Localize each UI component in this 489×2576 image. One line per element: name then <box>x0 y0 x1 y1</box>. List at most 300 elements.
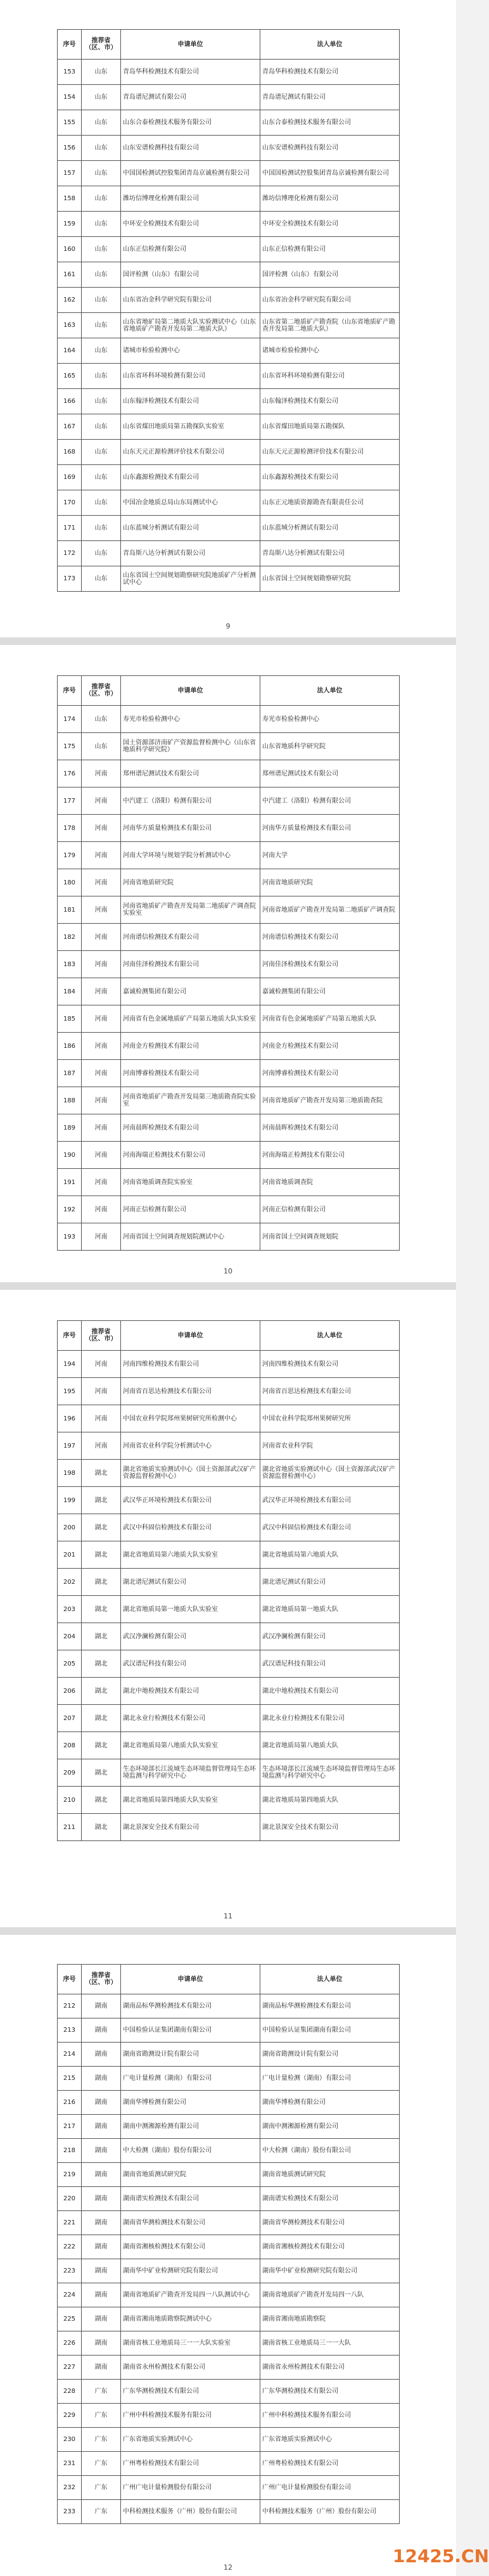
row-number: 189 <box>58 1114 82 1142</box>
row-legal-entity: 山东省第二地质矿产勘查院（山东省地质矿产勘查开发局第二地质大队） <box>260 313 400 338</box>
row-province: 山东 <box>82 136 121 161</box>
row-province: 山东 <box>82 733 121 760</box>
row-number: 194 <box>58 1351 82 1378</box>
table-row <box>58 1596 400 1623</box>
row-province: 河南 <box>82 1405 121 1432</box>
table-row <box>58 842 400 869</box>
row-legal-entity: 湖南省湘南地质勘察院 <box>260 2307 400 2331</box>
unit-list-table <box>57 29 400 592</box>
row-province: 山东 <box>82 516 121 541</box>
table-row <box>58 2356 400 2380</box>
row-province: 湖南 <box>82 2163 121 2187</box>
row-applicant: 中汽建工（洛阳）检测有限公司 <box>121 787 260 815</box>
row-legal-entity: 河南省地质研究院 <box>260 869 400 896</box>
row-province: 湖北 <box>82 1650 121 1678</box>
row-applicant: 湖北中地检测技术有限公司 <box>121 1678 260 1705</box>
row-applicant: 山东省煤田地质局第五勘探队实验室 <box>121 414 260 440</box>
table-row <box>58 60 400 85</box>
table-row <box>58 2259 400 2283</box>
row-applicant: 中环安全检测技术有限公司 <box>121 212 260 237</box>
row-province: 河南 <box>82 760 121 787</box>
row-province: 山东 <box>82 389 121 414</box>
row-number: 214 <box>58 2043 82 2067</box>
row-legal-entity: 湖南谱实检测技术有限公司 <box>260 2187 400 2211</box>
row-applicant: 国土资源部济南矿产资源监督检测中心（山东省地质科学研究院） <box>121 733 260 760</box>
row-province: 河南 <box>82 1005 121 1033</box>
table-row <box>58 815 400 842</box>
row-number: 162 <box>58 288 82 313</box>
row-legal-entity: 河南佳泽检测技术有限公司 <box>260 951 400 978</box>
row-legal-entity: 河南省地质矿产勘查开发局第二地质矿产调查院 <box>260 896 400 924</box>
row-applicant: 河南海瑞正检测技术有限公司 <box>121 1142 260 1169</box>
row-legal-entity: 湖南省地质测试研究院 <box>260 2163 400 2187</box>
table-row <box>58 516 400 541</box>
table-row <box>58 1994 400 2018</box>
row-applicant: 武汉净澜检测有限公司 <box>121 1623 260 1650</box>
table-row <box>58 787 400 815</box>
row-number: 195 <box>58 1378 82 1405</box>
row-province: 河南 <box>82 1351 121 1378</box>
table-row <box>58 733 400 760</box>
row-province: 广东 <box>82 2476 121 2500</box>
row-number: 153 <box>58 60 82 85</box>
table-row <box>58 1196 400 1223</box>
table-row <box>58 2283 400 2307</box>
table-row <box>58 1114 400 1142</box>
row-legal-entity: 山东正信检测有限公司 <box>260 237 400 262</box>
row-applicant: 中国国检测试控股集团青岛京诚检测有限公司 <box>121 161 260 186</box>
table-row <box>58 1623 400 1650</box>
row-legal-entity: 山东省环科环境检测有限公司 <box>260 364 400 389</box>
row-number: 206 <box>58 1678 82 1705</box>
row-applicant: 广电计量检测（湖南）有限公司 <box>121 2067 260 2091</box>
row-legal-entity: 广州中科检测技术服务有限公司 <box>260 2404 400 2428</box>
row-province: 山东 <box>82 262 121 288</box>
table-header-row <box>58 1321 400 1351</box>
row-legal-entity: 河南省有色金属地质矿产局第五地质大队 <box>260 1005 400 1033</box>
row-number: 181 <box>58 896 82 924</box>
row-number: 230 <box>58 2428 82 2452</box>
row-number: 169 <box>58 465 82 490</box>
row-applicant: 山东合泰检测技术服务有限公司 <box>121 110 260 136</box>
unit-list-table <box>57 1964 400 2524</box>
row-applicant: 山东安谱检测科技有限公司 <box>121 136 260 161</box>
row-applicant: 湖南省地质矿产勘查开发局四一八队测试中心 <box>121 2283 260 2307</box>
row-applicant: 湖北谱尼测试有限公司 <box>121 1569 260 1596</box>
row-number: 202 <box>58 1569 82 1596</box>
row-applicant: 湖南省华测检测技术有限公司 <box>121 2211 260 2235</box>
row-applicant: 湖南中测湘源检测有限公司 <box>121 2115 260 2139</box>
table-header-row <box>58 1965 400 1994</box>
row-applicant: 武汉中科固信检测技术有限公司 <box>121 1514 260 1541</box>
row-province: 湖北 <box>82 1460 121 1487</box>
row-applicant: 湖北景深安全技术有限公司 <box>121 1814 260 1841</box>
row-number: 185 <box>58 1005 82 1033</box>
row-legal-entity: 青岛华科检测技术有限公司 <box>260 60 400 85</box>
row-legal-entity: 湖北永业行检测技术有限公司 <box>260 1705 400 1732</box>
row-number: 222 <box>58 2235 82 2259</box>
row-applicant: 武汉华正环境检测技术有限公司 <box>121 1487 260 1514</box>
row-number: 201 <box>58 1541 82 1569</box>
row-legal-entity: 湖北省地质实验测试中心（国土资源部武汉矿产资源监督检测中心） <box>260 1460 400 1487</box>
row-province: 山东 <box>82 338 121 364</box>
row-number: 205 <box>58 1650 82 1678</box>
row-legal-entity: 河南省地质调查院 <box>260 1169 400 1196</box>
col-header-no: 序号 <box>58 1965 82 1994</box>
row-legal-entity: 广电计量检测（湖南）有限公司 <box>260 2067 400 2091</box>
row-applicant: 河南谱信检测技术有限公司 <box>121 924 260 951</box>
row-legal-entity: 湖北省地质局第八地质大队 <box>260 1732 400 1759</box>
row-legal-entity: 山东省地质科学研究院 <box>260 733 400 760</box>
row-applicant: 广东华测检测技术有限公司 <box>121 2380 260 2404</box>
table-row <box>58 1705 400 1732</box>
row-legal-entity: 中汽建工（洛阳）检测有限公司 <box>260 787 400 815</box>
row-legal-entity: 潍坊信博理化检测有限公司 <box>260 186 400 212</box>
row-legal-entity: 山东安谱检测科技有限公司 <box>260 136 400 161</box>
row-number: 159 <box>58 212 82 237</box>
row-number: 196 <box>58 1405 82 1432</box>
table-row <box>58 110 400 136</box>
row-applicant: 湖北永业行检测技术有限公司 <box>121 1705 260 1732</box>
row-number: 216 <box>58 2091 82 2115</box>
row-number: 209 <box>58 1759 82 1787</box>
row-applicant: 湖南省勘测设计院有限公司 <box>121 2043 260 2067</box>
row-number: 161 <box>58 262 82 288</box>
row-applicant: 青岛华科检测技术有限公司 <box>121 60 260 85</box>
row-province: 山东 <box>82 706 121 733</box>
table-row <box>58 2043 400 2067</box>
col-header-province: 推荐省（区、市） <box>82 1965 121 1994</box>
row-legal-entity: 湖北省地质局第一地质大队 <box>260 1596 400 1623</box>
row-number: 187 <box>58 1060 82 1087</box>
unit-list-table <box>57 675 400 1251</box>
row-province: 河南 <box>82 1142 121 1169</box>
row-province: 湖南 <box>82 2018 121 2043</box>
row-applicant: 湖南省永州检测技术有限公司 <box>121 2356 260 2380</box>
row-number: 174 <box>58 706 82 733</box>
table-row <box>58 1678 400 1705</box>
table-header-row <box>58 30 400 60</box>
row-legal-entity: 湖北谱尼测试有限公司 <box>260 1569 400 1596</box>
row-applicant: 青岛谱尼测试有限公司 <box>121 85 260 110</box>
row-legal-entity: 广州广电计量检测股份有限公司 <box>260 2476 400 2500</box>
row-applicant: 河南博睿检测技术有限公司 <box>121 1060 260 1087</box>
row-number: 191 <box>58 1169 82 1196</box>
row-applicant: 湖南谱实检测技术有限公司 <box>121 2187 260 2211</box>
table-row <box>58 1487 400 1514</box>
table-row <box>58 313 400 338</box>
row-province: 湖南 <box>82 2307 121 2331</box>
row-applicant: 湖南省地质测试研究院 <box>121 2163 260 2187</box>
row-province: 湖北 <box>82 1623 121 1650</box>
row-province: 湖北 <box>82 1787 121 1814</box>
row-legal-entity: 河南谱信检测技术有限公司 <box>260 924 400 951</box>
row-province: 广东 <box>82 2380 121 2404</box>
row-applicant: 河南晨晖检测技术有限公司 <box>121 1114 260 1142</box>
row-legal-entity: 河南华方质量检测技术有限公司 <box>260 815 400 842</box>
row-province: 湖南 <box>82 2187 121 2211</box>
row-applicant: 寿光市检验检测中心 <box>121 706 260 733</box>
row-number: 200 <box>58 1514 82 1541</box>
row-number: 223 <box>58 2259 82 2283</box>
row-number: 210 <box>58 1787 82 1814</box>
row-province: 山东 <box>82 161 121 186</box>
row-number: 203 <box>58 1596 82 1623</box>
table-row <box>58 212 400 237</box>
row-applicant: 中科检测技术服务（广州）股份有限公司 <box>121 2500 260 2524</box>
row-legal-entity: 湖北中地检测技术有限公司 <box>260 1678 400 1705</box>
row-number: 177 <box>58 787 82 815</box>
row-legal-entity: 山东合泰检测技术服务有限公司 <box>260 110 400 136</box>
table-row <box>58 338 400 364</box>
col-header-applicant: 申请单位 <box>121 676 260 706</box>
row-number: 219 <box>58 2163 82 2187</box>
row-province: 湖北 <box>82 1705 121 1732</box>
row-province: 山东 <box>82 440 121 465</box>
row-applicant: 山东省国土空间规划勘察研究院地质矿产分析测试中心 <box>121 566 260 592</box>
row-number: 175 <box>58 733 82 760</box>
row-applicant: 山东天元正源检测评价技术有限公司 <box>121 440 260 465</box>
table-row <box>58 1405 400 1432</box>
row-province: 河南 <box>82 978 121 1005</box>
table-row <box>58 978 400 1005</box>
row-legal-entity: 中大检测（湖南）股份有限公司 <box>260 2139 400 2163</box>
col-header-legal-entity: 法人单位 <box>260 676 400 706</box>
row-number: 183 <box>58 951 82 978</box>
row-province: 山东 <box>82 465 121 490</box>
row-legal-entity: 河南大学 <box>260 842 400 869</box>
row-number: 224 <box>58 2283 82 2307</box>
table-row <box>58 2235 400 2259</box>
row-number: 192 <box>58 1196 82 1223</box>
row-applicant: 广州中科检测技术服务有限公司 <box>121 2404 260 2428</box>
table-header-row <box>58 676 400 706</box>
row-number: 182 <box>58 924 82 951</box>
row-number: 204 <box>58 1623 82 1650</box>
row-applicant: 国评检测（山东）有限公司 <box>121 262 260 288</box>
row-applicant: 河南金方检测技术有限公司 <box>121 1033 260 1060</box>
col-header-legal-entity: 法人单位 <box>260 1321 400 1351</box>
table-row <box>58 465 400 490</box>
row-number: 168 <box>58 440 82 465</box>
row-applicant: 广州广电计量检测股份有限公司 <box>121 2476 260 2500</box>
row-applicant: 郑州谱尼测试技术有限公司 <box>121 760 260 787</box>
row-legal-entity: 中国检验认证集团湖南有限公司 <box>260 2018 400 2043</box>
row-province: 湖南 <box>82 2139 121 2163</box>
row-applicant: 河南华方质量检测技术有限公司 <box>121 815 260 842</box>
row-legal-entity: 青岛斯八达分析测试有限公司 <box>260 541 400 566</box>
table-row <box>58 2018 400 2043</box>
row-province: 广东 <box>82 2500 121 2524</box>
row-applicant: 河南四维检测技术有限公司 <box>121 1351 260 1378</box>
row-number: 158 <box>58 186 82 212</box>
table-row <box>58 951 400 978</box>
row-province: 广东 <box>82 2404 121 2428</box>
row-legal-entity: 河南四维检测技术有限公司 <box>260 1351 400 1378</box>
row-province: 湖北 <box>82 1678 121 1705</box>
row-legal-entity: 河南省百思达检测技术有限公司 <box>260 1378 400 1405</box>
row-legal-entity: 河南金方检测技术有限公司 <box>260 1033 400 1060</box>
row-province: 湖北 <box>82 1732 121 1759</box>
row-number: 186 <box>58 1033 82 1060</box>
row-applicant: 河南省国土空间调查规划院测试中心 <box>121 1223 260 1251</box>
row-number: 221 <box>58 2211 82 2235</box>
table-row <box>58 2428 400 2452</box>
row-legal-entity: 河南博睿检测技术有限公司 <box>260 1060 400 1087</box>
table-row <box>58 869 400 896</box>
row-province: 山东 <box>82 490 121 516</box>
table-row <box>58 1732 400 1759</box>
row-applicant: 河南省地质研究院 <box>121 869 260 896</box>
row-applicant: 湖南省核工业地质局三一一大队实验室 <box>121 2331 260 2356</box>
row-province: 河南 <box>82 1169 121 1196</box>
row-number: 178 <box>58 815 82 842</box>
row-legal-entity: 湖南省勘测设计院有限公司 <box>260 2043 400 2067</box>
row-legal-entity: 青岛谱尼测试有限公司 <box>260 85 400 110</box>
row-province: 湖北 <box>82 1814 121 1841</box>
table-row <box>58 389 400 414</box>
row-province: 河南 <box>82 1114 121 1142</box>
col-header-legal-entity: 法人单位 <box>260 1965 400 1994</box>
row-legal-entity: 山东省煤田地质局第五勘探队 <box>260 414 400 440</box>
row-number: 226 <box>58 2331 82 2356</box>
row-province: 湖南 <box>82 2115 121 2139</box>
row-province: 湖南 <box>82 2235 121 2259</box>
row-number: 155 <box>58 110 82 136</box>
row-legal-entity: 山东省国土空间规划勘察研究院 <box>260 566 400 592</box>
row-legal-entity: 湖南省核工业地质局三一一大队 <box>260 2331 400 2356</box>
row-legal-entity: 湖南省地质矿产勘查开发局四一八队 <box>260 2283 400 2307</box>
table-row <box>58 1650 400 1678</box>
row-province: 山东 <box>82 212 121 237</box>
row-legal-entity: 中国国检测试控股集团青岛京诚检测有限公司 <box>260 161 400 186</box>
table-row <box>58 2163 400 2187</box>
row-legal-entity: 郑州谱尼测试技术有限公司 <box>260 760 400 787</box>
table-row <box>58 1087 400 1114</box>
row-legal-entity: 中科检测技术服务（广州）股份有限公司 <box>260 2500 400 2524</box>
row-province: 山东 <box>82 364 121 389</box>
row-applicant: 湖南华中矿业检测研究院有限公司 <box>121 2259 260 2283</box>
row-number: 217 <box>58 2115 82 2139</box>
row-applicant: 河南省地质调查院实验室 <box>121 1169 260 1196</box>
row-applicant: 河南大学环境与规划学院分析测试中心 <box>121 842 260 869</box>
row-applicant: 湖南华博检测有限公司 <box>121 2091 260 2115</box>
col-header-no: 序号 <box>58 676 82 706</box>
row-applicant: 湖南省湘核检测技术有限公司 <box>121 2235 260 2259</box>
row-province: 河南 <box>82 842 121 869</box>
table-row <box>58 1460 400 1487</box>
row-number: 231 <box>58 2452 82 2476</box>
row-legal-entity: 国评检测（山东）有限公司 <box>260 262 400 288</box>
row-number: 171 <box>58 516 82 541</box>
row-province: 湖南 <box>82 2331 121 2356</box>
row-number: 232 <box>58 2476 82 2500</box>
table-row <box>58 136 400 161</box>
row-province: 湖南 <box>82 2283 121 2307</box>
table-row <box>58 2404 400 2428</box>
row-applicant: 青岛斯八达分析测试有限公司 <box>121 541 260 566</box>
row-province: 山东 <box>82 313 121 338</box>
row-number: 212 <box>58 1994 82 2018</box>
row-number: 225 <box>58 2307 82 2331</box>
row-legal-entity: 湖北省地质局第六地质大队 <box>260 1541 400 1569</box>
page-separator <box>0 1282 456 1290</box>
row-applicant: 湖南品标华测检测技术有限公司 <box>121 1994 260 2018</box>
row-number: 165 <box>58 364 82 389</box>
row-number: 154 <box>58 85 82 110</box>
row-province: 河南 <box>82 787 121 815</box>
row-province: 广东 <box>82 2428 121 2452</box>
row-number: 228 <box>58 2380 82 2404</box>
row-applicant: 潍坊信博理化检测有限公司 <box>121 186 260 212</box>
row-legal-entity: 湖南品标华测检测技术有限公司 <box>260 1994 400 2018</box>
row-legal-entity: 山东正元地质资源勘查有限责任公司 <box>260 490 400 516</box>
page-number: 10 <box>224 1267 232 1275</box>
table-row <box>58 1060 400 1087</box>
row-number: 233 <box>58 2500 82 2524</box>
row-legal-entity: 山东翰泽检测技术有限公司 <box>260 389 400 414</box>
row-legal-entity: 湖南省永州检测技术有限公司 <box>260 2356 400 2380</box>
row-legal-entity: 中环安全检测技术有限公司 <box>260 212 400 237</box>
row-applicant: 诸城市检验检测中心 <box>121 338 260 364</box>
row-number: 211 <box>58 1814 82 1841</box>
row-applicant: 湖南省湘南地质勘察院测试中心 <box>121 2307 260 2331</box>
table-row <box>58 2307 400 2331</box>
table-row <box>58 85 400 110</box>
row-province: 湖北 <box>82 1487 121 1514</box>
table-row <box>58 706 400 733</box>
row-legal-entity: 湖南省华测检测技术有限公司 <box>260 2211 400 2235</box>
row-number: 229 <box>58 2404 82 2428</box>
row-legal-entity: 生态环境部长江流域生态环境监督管理局生态环境监测与科学研究中心 <box>260 1759 400 1787</box>
row-province: 河南 <box>82 1196 121 1223</box>
table-row <box>58 2115 400 2139</box>
table-row <box>58 2476 400 2500</box>
table-row <box>58 288 400 313</box>
col-header-no: 序号 <box>58 30 82 60</box>
table-row <box>58 1142 400 1169</box>
row-number: 218 <box>58 2139 82 2163</box>
row-legal-entity: 山东省冶金科学研究院有限公司 <box>260 288 400 313</box>
row-number: 184 <box>58 978 82 1005</box>
row-province: 河南 <box>82 869 121 896</box>
row-legal-entity: 山东天元正源检测评价技术有限公司 <box>260 440 400 465</box>
row-applicant: 广东省地质实验测试中心 <box>121 2428 260 2452</box>
table-row <box>58 1223 400 1251</box>
row-number: 179 <box>58 842 82 869</box>
col-header-province: 推荐省（区、市） <box>82 30 121 60</box>
table-row <box>58 1814 400 1841</box>
row-province: 山东 <box>82 237 121 262</box>
row-legal-entity: 武汉谱尼科技有限公司 <box>260 1650 400 1678</box>
row-legal-entity: 山东鑫源检测技术有限公司 <box>260 465 400 490</box>
row-province: 湖北 <box>82 1514 121 1541</box>
row-province: 山东 <box>82 85 121 110</box>
row-applicant: 山东蓝城分析测试有限公司 <box>121 516 260 541</box>
row-applicant: 河南正信检测有限公司 <box>121 1196 260 1223</box>
row-applicant: 河南省有色金属地质矿产局第五地质大队实验室 <box>121 1005 260 1033</box>
row-legal-entity: 河南晨晖检测技术有限公司 <box>260 1114 400 1142</box>
row-number: 157 <box>58 161 82 186</box>
table-row <box>58 1514 400 1541</box>
row-applicant: 湖北省地质局第六地质大队实验室 <box>121 1541 260 1569</box>
table-row <box>58 1033 400 1060</box>
row-province: 山东 <box>82 414 121 440</box>
row-legal-entity: 河南省地质矿产勘查开发局第三地质勘查院 <box>260 1087 400 1114</box>
table-row <box>58 2331 400 2356</box>
table-row <box>58 1541 400 1569</box>
page-separator <box>0 637 456 645</box>
